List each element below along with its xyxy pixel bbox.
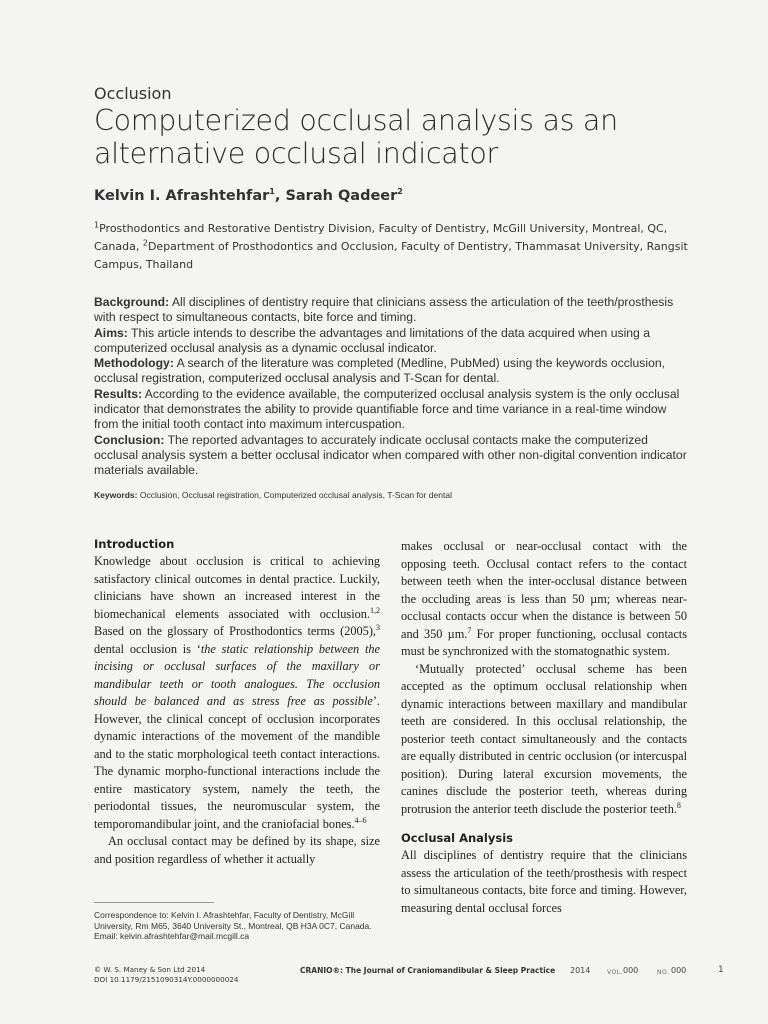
author-list <box>94 188 403 204</box>
right-column <box>401 538 687 917</box>
intro-p1-sup3: 4–6 <box>354 815 367 825</box>
intro-p1-b: Based on the glossary of Prosthodontics terms (2005), <box>94 624 376 638</box>
intro-p1-d: ’. However, the clinical concept of occlusion incorporates dynamic interactions of the movement of the mandible and to the static morphological teeth contact interactions. The dynamic morpho-functional interactions include the entire masticatory system, namely the teeth, the periodontal tissues, the neuromuscular system, the temporomandibular joint, and the craniofacial bones. <box>94 694 380 831</box>
abstract-background <box>94 295 694 326</box>
author-1-sup: 1 <box>269 187 275 197</box>
footnote-rule <box>94 902 214 903</box>
abstract-methodology-label: Methodology: <box>94 356 174 371</box>
right-paragraph-2 <box>401 661 687 819</box>
volume-label: VOL. <box>607 969 623 976</box>
keywords <box>94 490 694 500</box>
affil-1: Prosthodontics and Restorative Dentistry Division, Faculty of Dentistry, McGill University, Montreal, QC, Canada, <box>94 222 668 253</box>
right-p1-a: makes occlusal or near-occlusal contact with the opposing teeth. Occlusal contact refers to the contact between teeth when the inter-occlusal distance between the occluding areas is less than 50 µm; whereas near-occlusal contacts occur when the distance is between 50 and 350 µm. <box>401 539 687 641</box>
abstract-results-text: According to the evidence available, the computerized occlusal analysis system is the only occlusal indicator that demonstrates the ability to provide quantifiable force and time variance in a real-time window from the initial tooth contact into maximum intercuspation. <box>94 386 680 432</box>
abstract-results-label: Results: <box>94 386 143 401</box>
abstract-conclusion <box>94 433 694 479</box>
journal-year: 2014 <box>570 966 591 975</box>
right-paragraph-3: All disciplines of dentistry require that the clinicians assess the articulation of the teeth/prosthesis with respect to simultaneous contacts, bite force and timing. However, measuring dental occlusal forces <box>401 848 687 915</box>
affiliations <box>94 220 694 274</box>
issue-label: NO. <box>657 969 670 976</box>
keywords-label: Keywords: <box>94 490 138 500</box>
correspondence-footnote: Correspondence to: Kelvin I. Afrashtehfar, Faculty of Dentistry, McGill University, Rm M65, 3640 University St., Montreal, QB H3A 0C7, Canada. Email: kelvin.afrashtehfar@mail.mcgill.ca <box>94 910 372 941</box>
right-p1-b: For proper functioning, occlusal contacts must be synchronized with the stomatognathic system. <box>401 626 687 658</box>
right-p2-text: ‘Mutually protected’ occlusal scheme has been accepted as the optimum occlusal relationship when dynamic interactions between maxillary and mandibular teeth are considered. In this occlusal relationship, the posterior teeth contact simultaneously and the contacts are equally distributed in centric occlusion (or intercuspal position). During lateral excursion movements, the canines disclude the posterior teeth, whereas during protrusion the anterior teeth disclude the posterior teeth. <box>401 661 687 816</box>
intro-p1-sup2: 3 <box>376 622 380 632</box>
affil-sup-1: 1 <box>94 220 100 230</box>
author-1: Kelvin I. Afrashtehfar <box>94 188 270 204</box>
author-2-sup: 2 <box>397 187 403 197</box>
intro-p1-sup1: 1,2 <box>369 605 380 615</box>
right-p2-sup: 8 <box>676 800 681 810</box>
abstract-conclusion-label: Conclusion: <box>94 432 165 447</box>
affil-sup-2: 2 <box>142 238 148 248</box>
abstract-conclusion-text: The reported advantages to accurately indicate occlusal contacts make the computerized occlusal analysis system a better occlusal indicator when compared with other non-digital convention indicator materials available. <box>94 432 687 478</box>
abstract-aims-label: Aims: <box>94 325 128 340</box>
abstract-aims-text: This article intends to describe the advantages and limitations of the data acquired when using a computerized occlusal analysis as a dynamic occlusal indicator. <box>94 325 651 355</box>
article-title: Computerized occlusal analysis as an alternative occlusal indicator <box>94 104 618 170</box>
abstract-methodology <box>94 356 694 387</box>
page-number: 1 <box>718 965 724 975</box>
author-2: Sarah Qadeer <box>285 188 398 204</box>
right-paragraph-1 <box>401 538 687 661</box>
section-label: Occlusion <box>94 84 172 103</box>
intro-paragraph-1 <box>94 553 380 833</box>
copyright-block <box>94 965 238 984</box>
introduction-heading: Introduction <box>94 537 175 551</box>
issue-number: 000 <box>671 966 687 975</box>
right-p1-sup: 7 <box>467 625 472 635</box>
abstract-background-label: Background: <box>94 295 170 309</box>
abstract-results <box>94 387 694 433</box>
occlusal-analysis-heading: Occlusal Analysis <box>401 831 514 845</box>
intro-p1-quote: the static relationship between the incising or occlusal surfaces of the maxillary or mandibular teeth or tooth analogues. The occlusion should be balanced and as stress free as possible <box>94 641 380 708</box>
left-column <box>94 536 380 868</box>
author-separator: , <box>274 188 286 204</box>
abstract-aims <box>94 326 694 357</box>
volume-number: 000 <box>623 966 639 975</box>
keywords-text: Occlusion, Occlusal registration, Computerized occlusal analysis, T-Scan for dental <box>137 490 452 500</box>
intro-p1-c: dental occlusion is ‘ <box>94 641 201 656</box>
abstract-methodology-text: A search of the literature was completed (Medline, PubMed) using the keywords occlusion, occlusal registration, computerized occlusal analysis and T-Scan for dental. <box>94 356 666 386</box>
doi-line: DOI 10.1179/2151090314Y.0000000024 <box>94 974 239 984</box>
intro-paragraph-2: An occlusal contact may be defined by its shape, size and position regardless of whether it actually <box>94 834 380 866</box>
abstract-background-text: All disciplines of dentistry require that clinicians assess the articulation of the teeth/prosthesis with respect to simultaneous contacts, bite force and timing. <box>94 295 674 325</box>
copyright-line: © W. S. Maney & Son Ltd 2014 <box>94 965 206 974</box>
intro-p1-a: Knowledge about occlusion is critical to achieving satisfactory clinical outcomes in dental practice. Luckily, clinicians have shown an increased interest in the biomechanical elements associated with occlusion. <box>94 554 380 621</box>
affil-2: Department of Prosthodontics and Occlusion, Faculty of Dentistry, Thammasat University, Rangsit Campus, Thailand <box>94 240 688 271</box>
journal-name: CRANIO®: The Journal of Craniomandibular & Sleep Practice <box>300 966 556 975</box>
abstract <box>94 295 694 479</box>
